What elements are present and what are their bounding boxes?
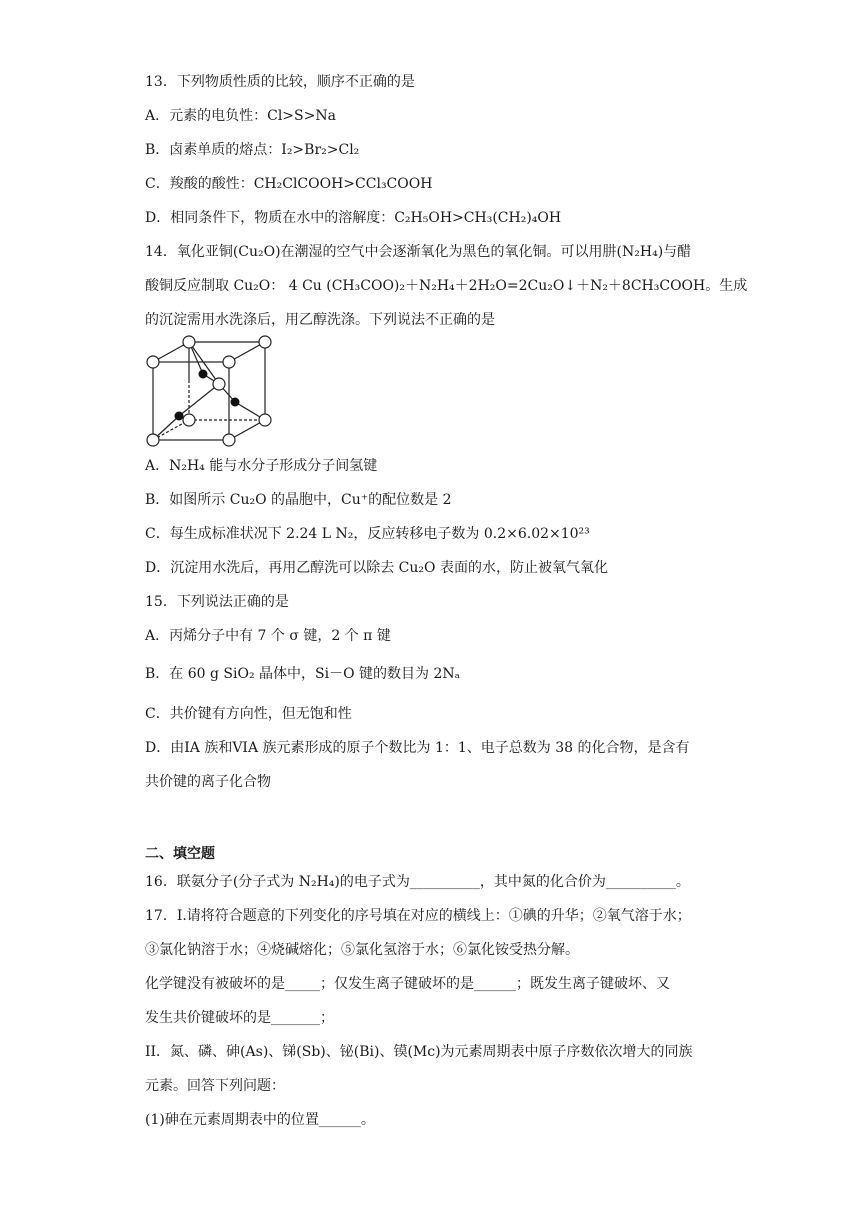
q15-option-d-line2: 共价键的离子化合物 [145,774,271,790]
q14-stem-line1: 14．氧化亚铜(Cu₂O)在潮湿的空气中会逐渐氧化为黑色的氧化铜。可以用肼(N₂H₄)与醋 [145,244,692,260]
q17-line1: 17．I.请将符合题意的下列变化的序号填在对应的横线上：①碘的升华；②氧气溶于水； [145,908,691,924]
q17-line6: 元素。回答下列问题： [145,1078,285,1094]
q13-stem: 13．下列物质性质的比较，顺序不正确的是 [145,74,415,90]
q13-option-b: B．卤素单质的熔点：I₂>Br₂>Cl₂ [145,142,360,158]
q14-option-c: C．每生成标准状况下 2.24 L N₂，反应转移电子数为 0.2×6.02×10²³ [145,526,590,542]
q13-option-d: D．相同条件下，物质在水中的溶解度：C₂H₅OH>CH₃(CH₂)₄OH [145,210,562,226]
q17-line4: 发生共价键破坏的是_______； [145,1010,334,1026]
q14-option-a: A．N₂H₄ 能与水分子形成分子间氢键 [145,458,378,474]
q14-stem-line2: 酸铜反应制取 Cu₂O： 4 Cu (CH₃COO)₂＋N₂H₄＋2H₂O=2Cu₂O↓＋N₂＋8CH₃COOH。生成 [145,278,748,294]
q15-option-c: C．共价键有方向性，但无饱和性 [145,706,352,722]
q13-option-c: C．羧酸的酸性：CH₂ClCOOH>CCl₃COOH [145,176,433,192]
section-title: 二、填空题 [145,846,215,862]
q14-option-d: D．沉淀用水洗后，再用乙醇洗可以除去 Cu₂O 表面的水，防止被氧气氧化 [145,560,608,576]
q15-option-a: A．丙烯分子中有 7 个 σ 键，2 个 π 键 [145,628,391,644]
q16-text: 16．联氨分子(分子式为 N₂H₄)的电子式为__________，其中氮的化合价为__________。 [145,874,690,890]
q17-line7: (1)砷在元素周期表中的位置______。 [145,1112,375,1128]
q15-option-b: B．在 60 g SiO₂ 晶体中，Si－O 键的数目为 2Nₐ [145,666,461,682]
q17-line5: II．氮、磷、砷(As)、锑(Sb)、铋(Bi)、镆(Mc)为元素周期表中原子序数依次增大的同族 [145,1044,693,1060]
q14-stem-line3: 的沉淀需用水洗涤后，用乙醇洗涤。下列说法不正确的是 [145,312,495,328]
q13-option-a: A．元素的电负性：Cl>S>Na [145,108,336,124]
q17-line3: 化学键没有被破坏的是_____；仅发生离子键破坏的是______；既发生离子键破坏、又 [145,976,670,992]
q15-option-d-line1: D．由IA 族和VIA 族元素形成的原子个数比为 1：1、电子总数为 38 的化合物，是含有 [145,740,690,756]
q17-line2: ③氯化钠溶于水；④烧碱熔化；⑤氯化氢溶于水；⑥氯化铵受热分解。 [145,942,579,958]
cu2o-unit-cell-diagram [143,334,275,450]
q15-stem: 15．下列说法正确的是 [145,594,289,610]
q14-option-b: B．如图所示 Cu₂O 的晶胞中，Cu⁺的配位数是 2 [145,492,452,508]
